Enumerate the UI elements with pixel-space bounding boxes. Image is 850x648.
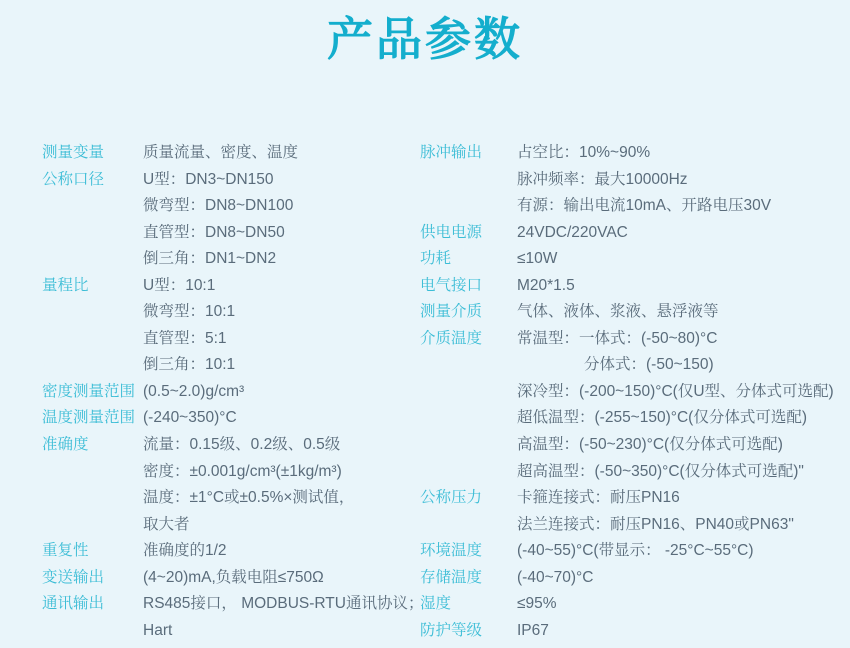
param-value-right: 有源：输出电流10mA、开路电压30V xyxy=(517,197,772,215)
param-label-right: 公称压力 xyxy=(420,489,483,507)
param-value-right: 占空比：10%~90% xyxy=(517,144,651,161)
param-value-right: 卡箍连接式：耐压PN16 xyxy=(517,489,680,507)
param-value-left: 密度：±0.001g/cm³(±1kg/m³) xyxy=(143,462,342,480)
param-label-right: 存储温度 xyxy=(420,568,483,586)
param-value-right: 气体、液体、浆液、悬浮液等 xyxy=(517,303,719,321)
param-label-left xyxy=(42,618,143,645)
param-value-left: U型：10:1 xyxy=(143,276,216,294)
param-label-left xyxy=(42,459,143,486)
param-label-left: 密度测量范围 xyxy=(42,382,136,400)
params-table xyxy=(42,140,834,644)
param-value-left: RS485接口， MODBUS-RTU通讯协议； xyxy=(143,595,424,613)
param-value-left: U型：DN3~DN150 xyxy=(143,170,274,188)
param-label-left: 准确度 xyxy=(42,436,89,454)
param-value-right: 分体式：(-50~150) xyxy=(584,356,714,374)
param-label-right: 湿度 xyxy=(420,595,452,613)
param-value-right: 超低温型：(-255~150)°C(仅分体式可选配) xyxy=(517,409,807,427)
param-label-right: 电气接口 xyxy=(420,276,483,294)
param-value-right: (-40~55)°C(带显示： -25°C~55°C) xyxy=(517,542,754,560)
param-value-right: 高温型：(-50~230)°C(仅分体式可选配) xyxy=(517,436,783,454)
param-value-right: 脉冲频率：最大10000Hz xyxy=(517,170,688,188)
param-label-left: 重复性 xyxy=(42,542,89,560)
param-label-left xyxy=(42,512,143,539)
param-value-left: 准确度的1/2 xyxy=(143,542,227,560)
param-label-left: 通讯输出 xyxy=(42,595,105,613)
param-value-left: 温度：±1°C或±0.5%×测试值， xyxy=(143,489,355,507)
param-label-right xyxy=(420,512,517,539)
param-label-right: 防护等级 xyxy=(420,621,483,639)
param-value-left: (-240~350)°C xyxy=(143,409,237,427)
param-label-left: 量程比 xyxy=(42,276,89,294)
param-label-right: 介质温度 xyxy=(420,329,483,347)
param-label-left xyxy=(42,326,143,353)
param-label-left xyxy=(42,299,143,326)
param-value-right: 深冷型：(-200~150)°C(仅U型、分体式可选配) xyxy=(517,382,834,400)
param-value-left: (4~20)mA,负载电阻≤750Ω xyxy=(143,568,324,586)
param-value-left: 质量流量、密度、温度 xyxy=(143,144,299,161)
param-label-right xyxy=(420,432,517,459)
page-header xyxy=(0,0,850,78)
param-value-right: 24VDC/220VAC xyxy=(517,223,628,241)
param-value-left: 直管型：DN8~DN50 xyxy=(143,223,285,241)
param-value-right: 法兰连接式：耐压PN16、PN40或PN63" xyxy=(517,515,794,533)
param-label-left xyxy=(42,193,143,220)
param-label-right xyxy=(420,167,517,194)
param-value-right: 超高温型：(-50~350)°C(仅分体式可选配)" xyxy=(517,462,804,480)
param-label-right xyxy=(420,352,517,379)
param-label-right: 环境温度 xyxy=(420,542,483,560)
param-value-left: 微弯型：10:1 xyxy=(143,303,236,321)
param-value-left: 直管型：5:1 xyxy=(143,329,227,347)
param-label-right xyxy=(420,193,517,220)
param-label-right: 脉冲输出 xyxy=(420,144,483,161)
param-value-left: 微弯型：DN8~DN100 xyxy=(143,197,294,215)
param-value-right: ≤10W xyxy=(517,250,558,268)
param-label-left xyxy=(42,352,143,379)
param-label-left xyxy=(42,485,143,512)
param-value-left: 取大者 xyxy=(143,515,190,533)
param-value-right: (-40~70)°C xyxy=(517,568,594,586)
param-label-left: 测量变量 xyxy=(42,144,105,161)
param-label-left: 变送输出 xyxy=(42,568,105,586)
param-label-left: 公称口径 xyxy=(42,170,105,188)
param-label-right xyxy=(420,379,517,406)
param-label-right xyxy=(420,459,517,486)
param-label-right xyxy=(420,405,517,432)
param-value-left: (0.5~2.0)g/cm³ xyxy=(143,382,245,400)
param-value-left: 倒三角：DN1~DN2 xyxy=(143,250,277,268)
param-value-left: 流量：0.15级、0.2级、0.5级 xyxy=(143,436,341,454)
param-value-right: IP67 xyxy=(517,621,549,639)
param-label-right: 供电电源 xyxy=(420,223,483,241)
param-value-right: ≤95% xyxy=(517,595,557,613)
param-value-left: 倒三角：10:1 xyxy=(143,356,236,374)
param-label-right: 功耗 xyxy=(420,250,452,268)
param-label-left: 温度测量范围 xyxy=(42,409,136,427)
param-value-right: M20*1.5 xyxy=(517,276,575,294)
param-label-right: 测量介质 xyxy=(420,303,483,321)
page-title: 产品参数 xyxy=(327,13,523,65)
param-label-left xyxy=(42,220,143,247)
param-value-left: Hart xyxy=(143,621,173,639)
param-label-left xyxy=(42,246,143,273)
param-value-right: 常温型：一体式：(-50~80)°C xyxy=(517,329,718,347)
